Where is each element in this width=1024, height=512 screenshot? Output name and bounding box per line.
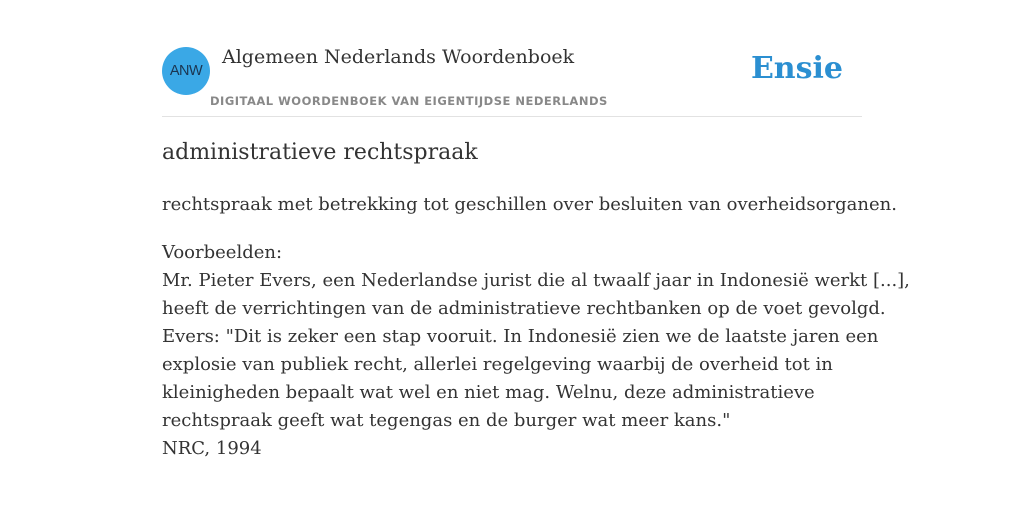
entry-definition: rechtspraak met betrekking tot geschillen over besluiten van overheidsorganen. bbox=[162, 194, 897, 215]
example-line: explosie van publiek recht, allerlei regelgeving waarbij de overheid tot in bbox=[162, 354, 833, 375]
examples-section bbox=[162, 239, 910, 463]
ensie-brand-logo[interactable]: Ensie bbox=[750, 51, 843, 86]
entry-headword: administratieve rechtspraak bbox=[162, 140, 478, 165]
anw-logo[interactable]: ANW bbox=[162, 47, 210, 95]
example-source: NRC, 1994 bbox=[162, 438, 262, 459]
example-line: heeft de verrichtingen van de administratieve rechtbanken op de voet gevolgd. bbox=[162, 298, 886, 319]
examples-label: Voorbeelden: bbox=[162, 242, 283, 263]
example-line: Mr. Pieter Evers, een Nederlandse jurist die al twaalf jaar in Indonesië werkt [...], bbox=[162, 270, 910, 291]
example-line: Evers: "Dit is zeker een stap vooruit. In Indonesië zien we de laatste jaren een bbox=[162, 326, 879, 347]
site-subtitle: DIGITAAL WOORDENBOEK VAN EIGENTIJDSE NEDERLANDS bbox=[210, 94, 608, 108]
site-header bbox=[162, 46, 862, 117]
example-line: kleinigheden bepaalt wat wel en niet mag. Welnu, deze administratieve bbox=[162, 382, 815, 403]
site-title[interactable]: Algemeen Nederlands Woordenboek bbox=[222, 46, 575, 68]
example-line: rechtspraak geeft wat tegengas en de burger wat meer kans." bbox=[162, 410, 731, 431]
